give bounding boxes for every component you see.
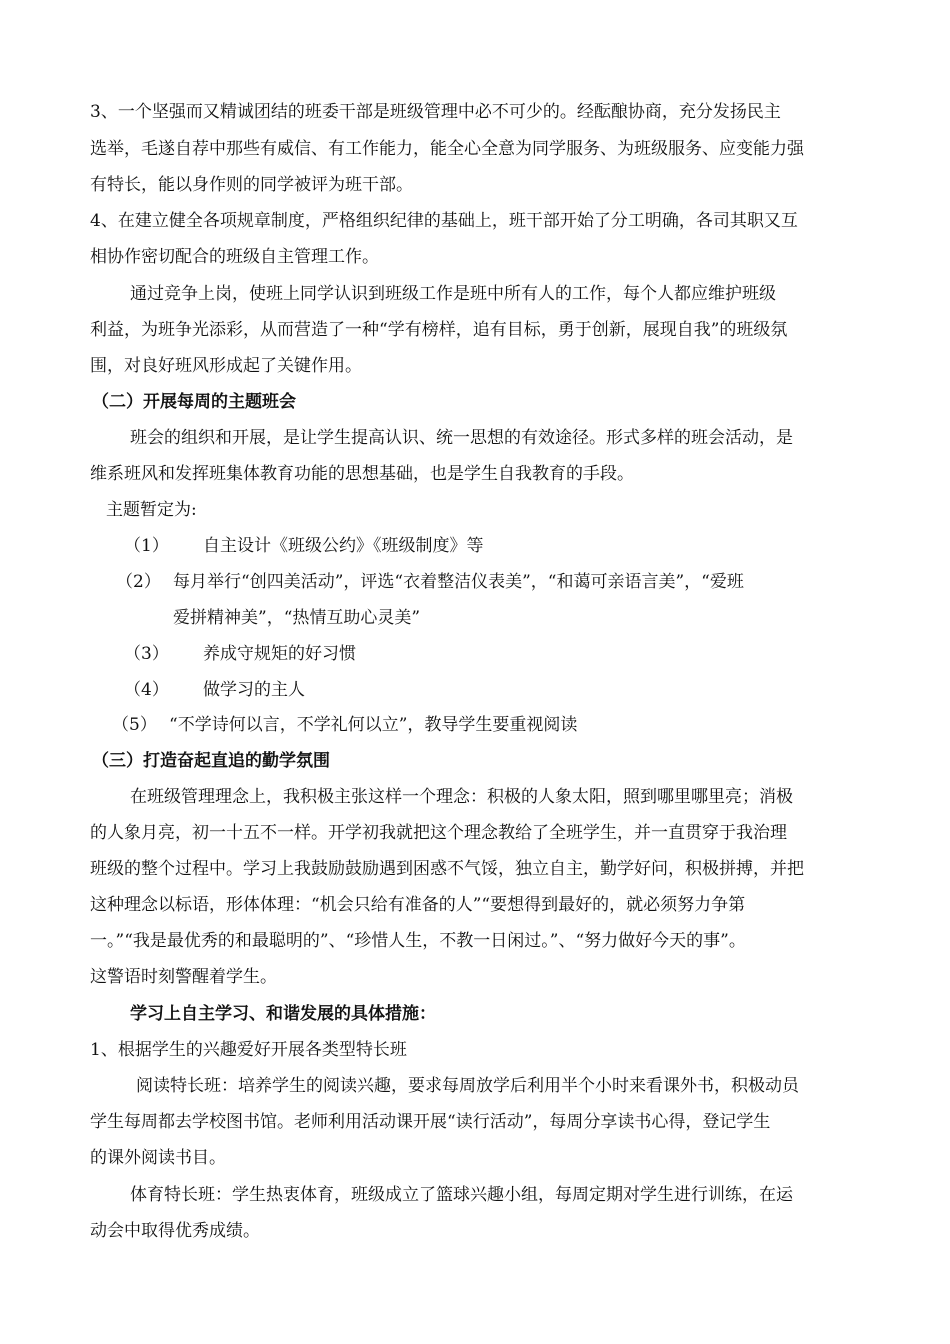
paragraph-10-line-2: 动会中取得优秀成绩。	[90, 1221, 260, 1241]
paragraph-10-line-1: 体育特长班：学生热衷体育，班级成立了篮球兴趣小组，每周定期对学生进行训练，在运	[130, 1185, 793, 1205]
list-item-text: 养成守规矩的好习惯	[203, 644, 356, 664]
list-item-text: 每月举行“创四美活动”，评选“衣着整洁仪表美”，“和蔼可亲语言美”，“爱班	[173, 572, 744, 592]
list-item-number: （5）	[112, 715, 157, 735]
paragraph-5-line-3: 围，对良好班风形成起了关键作用。	[90, 356, 362, 376]
measures-subheading: 学习上自主学习、和谐发展的具体措施：	[130, 1004, 436, 1024]
list-item-text: 做学习的主人	[203, 680, 305, 700]
paragraph-8: 1、根据学生的兴趣爱好开展各类型特长班	[90, 1040, 407, 1060]
section-heading-3: （三）打造奋起直追的勤学氛围	[92, 751, 330, 771]
paragraph-5-line-2: 利益，为班争光添彩，从而营造了一种“学有榜样，追有目标，勇于创新，展现自我”的班级氛	[90, 320, 788, 340]
paragraph-7-line-6: 这警语时刻警醒着学生。	[90, 967, 277, 987]
paragraph-6-line-1: 班会的组织和开展，是让学生提高认识、统一思想的有效途径。形式多样的班会活动，是	[130, 428, 793, 448]
paragraph-7-line-2: 的人象月亮，初一十五不一样。开学初我就把这个理念教给了全班学生，并一直贯穿于我治理	[90, 823, 787, 843]
paragraph-9-line-1: 阅读特长班：培养学生的阅读兴趣，要求每周放学后利用半个小时来看课外书，积极动员	[136, 1076, 799, 1096]
section-heading-2: （二）开展每周的主题班会	[92, 392, 296, 412]
paragraph-9-line-2: 学生每周都去学校图书馆。老师利用活动课开展“读行活动”，每周分享读书心得，登记学生	[90, 1112, 771, 1132]
paragraph-4-line-2: 相协作密切配合的班级自主管理工作。	[90, 247, 379, 267]
list-item-text: “不学诗何以言，不学礼何以立”，教导学生要重视阅读	[169, 715, 578, 735]
list-item-text-continued: 爱拼精神美”，“热情互助心灵美”	[173, 608, 421, 628]
list-item-number: （4）	[124, 680, 169, 700]
list-item-number: （3）	[124, 644, 169, 664]
list-item-text: 自主设计《班级公约》《班级制度》等	[203, 536, 484, 556]
paragraph-9-line-3: 的课外阅读书目。	[90, 1148, 226, 1168]
list-item-number: （1）	[124, 536, 169, 556]
paragraph-7-line-1: 在班级管理理念上，我积极主张这样一个理念：积极的人象太阳，照到哪里哪里亮；消极	[130, 787, 793, 807]
paragraph-3-line-3: 有特长，能以身作则的同学被评为班干部。	[90, 175, 413, 195]
paragraph-6-line-2: 维系班风和发挥班集体教育功能的思想基础，也是学生自我教育的手段。	[90, 464, 634, 484]
theme-intro: 主题暂定为:	[106, 500, 197, 520]
paragraph-5-line-1: 通过竞争上岗，使班上同学认识到班级工作是班中所有人的工作，每个人都应维护班级	[130, 284, 776, 304]
paragraph-4-line-1: 4、在建立健全各项规章制度，严格组织纪律的基础上，班干部开始了分工明确，各司其职又互	[90, 211, 798, 231]
paragraph-3-line-2: 选举，毛遂自荐中那些有威信、有工作能力，能全心全意为同学服务、为班级服务、应变能力强	[90, 139, 804, 159]
paragraph-7-line-4: 这种理念以标语，形体体理：“机会只给有准备的人”“要想得到最好的，就必须努力争第	[90, 895, 746, 915]
paragraph-3-line-1: 3、一个坚强而又精诚团结的班委干部是班级管理中必不可少的。经酝酿协商，充分发扬民主	[90, 102, 781, 122]
paragraph-7-line-3: 班级的整个过程中。学习上我鼓励鼓励遇到困惑不气馁，独立自主，勤学好问，积极拼搏，并把	[90, 859, 804, 879]
paragraph-7-line-5: 一。”“我是最优秀的和最聪明的”、“珍惜人生，不教一日闲过。”、“努力做好今天的事”。	[90, 931, 746, 951]
list-item-number: （2）	[116, 572, 161, 592]
